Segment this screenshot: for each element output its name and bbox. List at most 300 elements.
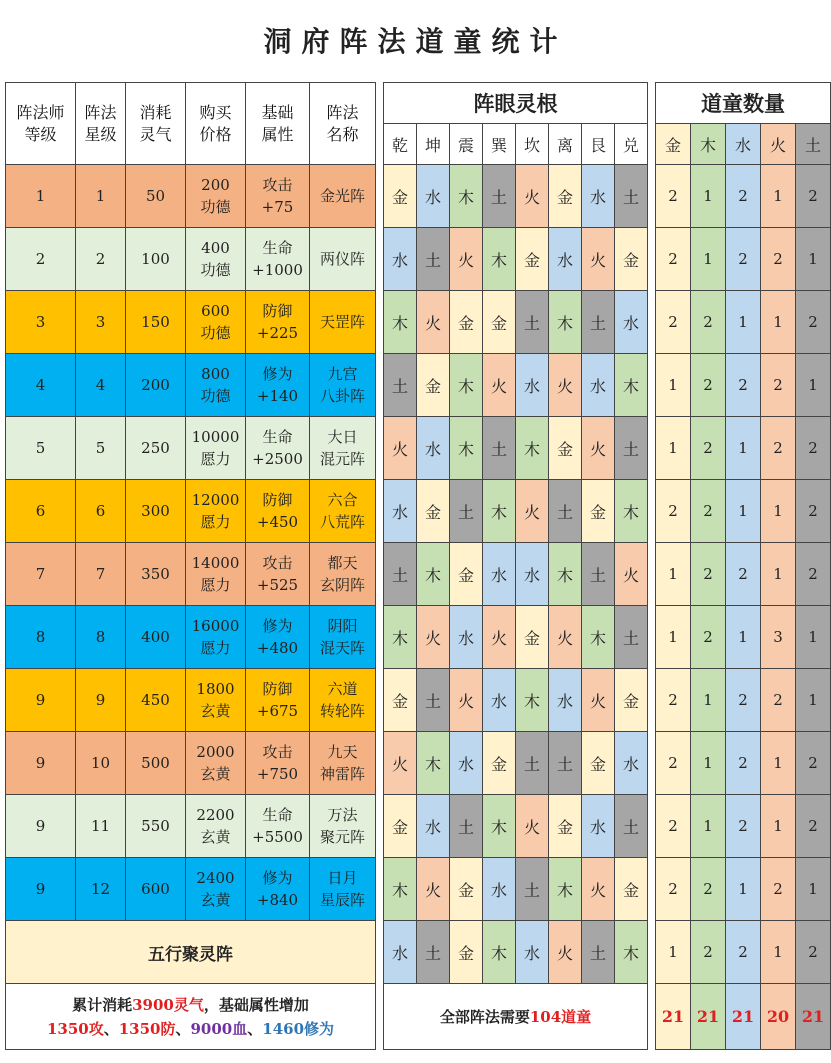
cell-eye-water: 水 [483, 669, 516, 732]
cell-cost: 450 [126, 669, 186, 732]
cell-name: 六道 转轮阵 [310, 669, 376, 732]
cell-count: 2 [691, 480, 726, 543]
cell-eye-wood: 木 [384, 606, 417, 669]
cell-eye-water: 水 [516, 354, 549, 417]
header-eye-5: 离 [549, 124, 582, 165]
cell-eye-wood: 木 [483, 795, 516, 858]
cell-count: 1 [691, 669, 726, 732]
cell-eye-wood: 木 [483, 921, 516, 984]
cell-count: 2 [726, 354, 761, 417]
cell-eye-fire: 火 [549, 354, 582, 417]
cell-count: 2 [691, 858, 726, 921]
cell-star: 6 [76, 480, 126, 543]
cell-count: 1 [761, 732, 796, 795]
cell-eye-fire: 火 [483, 354, 516, 417]
cell-star: 10 [76, 732, 126, 795]
cell-eye-earth: 土 [516, 732, 549, 795]
gap-column [648, 291, 656, 354]
cell-eye-fire: 火 [516, 795, 549, 858]
cell-eye-earth: 土 [615, 606, 648, 669]
cell-eye-water: 水 [483, 543, 516, 606]
cell-eye-water: 水 [483, 858, 516, 921]
cell-price: 12000 愿力 [186, 480, 246, 543]
cell-eye-fire: 火 [417, 606, 450, 669]
cell-count: 2 [656, 795, 691, 858]
gap-column [376, 732, 384, 795]
table-row [6, 669, 831, 732]
summary-label: 全部阵法需要 [439, 1008, 530, 1026]
table-row-wuxing [6, 921, 831, 984]
cell-eye-water: 水 [615, 291, 648, 354]
cell-eye-earth: 土 [450, 795, 483, 858]
cell-eye-metal: 金 [450, 858, 483, 921]
cell-price: 14000 愿力 [186, 543, 246, 606]
cell-attr: 修为 +480 [246, 606, 310, 669]
header-eye-6: 艮 [582, 124, 615, 165]
cell-name: 九宫 八卦阵 [310, 354, 376, 417]
cell-eye-earth: 土 [549, 480, 582, 543]
cell-eye-fire: 火 [549, 921, 582, 984]
cell-eye-fire: 火 [450, 669, 483, 732]
cell-eye-metal: 金 [615, 228, 648, 291]
cell-eye-water: 水 [417, 795, 450, 858]
cell-count: 2 [761, 669, 796, 732]
cell-count: 1 [691, 732, 726, 795]
table-row [6, 858, 831, 921]
cell-eye-wood: 木 [516, 669, 549, 732]
cell-count: 2 [761, 354, 796, 417]
table-row-summary [6, 984, 831, 1050]
cell-level: 6 [6, 480, 76, 543]
header-eye-7: 兑 [615, 124, 648, 165]
cell-eye-water: 水 [384, 228, 417, 291]
cell-price: 16000 愿力 [186, 606, 246, 669]
cell-count: 1 [761, 543, 796, 606]
cell-level: 2 [6, 228, 76, 291]
gap-column [648, 984, 656, 1050]
cell-level: 9 [6, 669, 76, 732]
cell-name: 大日 混元阵 [310, 417, 376, 480]
cell-eye-wood: 木 [384, 291, 417, 354]
summary-sep: 、 [247, 1019, 263, 1038]
cell-star: 3 [76, 291, 126, 354]
cell-count: 1 [656, 543, 691, 606]
cell-eye-earth: 土 [615, 795, 648, 858]
cell-count: 1 [726, 480, 761, 543]
cell-price: 2400 玄黄 [186, 858, 246, 921]
header-price: 购买 价格 [186, 83, 246, 165]
cell-count: 1 [796, 228, 831, 291]
cell-price: 200 功德 [186, 165, 246, 228]
header-count-earth: 土 [796, 124, 831, 165]
cell-star: 8 [76, 606, 126, 669]
cell-count: 2 [726, 732, 761, 795]
cell-eye-metal: 金 [450, 543, 483, 606]
cell-eye-earth: 土 [582, 921, 615, 984]
cell-count: 1 [761, 165, 796, 228]
cell-count: 1 [656, 417, 691, 480]
cell-eye-wood: 木 [582, 606, 615, 669]
cell-count: 1 [726, 858, 761, 921]
summary-sep: 、 [175, 1019, 191, 1038]
gap-column [376, 984, 384, 1050]
gap-column [648, 417, 656, 480]
cell-eye-earth: 土 [516, 858, 549, 921]
header-count-group: 道童数量 [656, 83, 831, 124]
table-row [6, 480, 831, 543]
table-row [6, 291, 831, 354]
cell-eye-fire: 火 [384, 732, 417, 795]
cell-level: 3 [6, 291, 76, 354]
cell-count: 2 [726, 543, 761, 606]
cell-eye-metal: 金 [483, 291, 516, 354]
cell-level: 8 [6, 606, 76, 669]
summary-label: ，基础属性增加 [203, 995, 309, 1014]
page-title: 洞府阵法道童统计 [263, 25, 568, 58]
table-row [6, 732, 831, 795]
cell-eye-metal: 金 [615, 858, 648, 921]
gap-column [648, 858, 656, 921]
cell-eye-earth: 土 [384, 354, 417, 417]
cell-count: 1 [761, 795, 796, 858]
cell-eye-metal: 金 [615, 669, 648, 732]
cell-level: 7 [6, 543, 76, 606]
gap-column [376, 606, 384, 669]
cell-level: 9 [6, 795, 76, 858]
header-attr: 基础 属性 [246, 83, 310, 165]
cell-count: 2 [761, 858, 796, 921]
header-name: 阵法 名称 [310, 83, 376, 165]
cell-eye-water: 水 [582, 795, 615, 858]
cell-name: 阴阳 混天阵 [310, 606, 376, 669]
cell-cost: 200 [126, 354, 186, 417]
cell-star: 12 [76, 858, 126, 921]
cell-eye-earth: 土 [417, 921, 450, 984]
gap-column [376, 858, 384, 921]
cell-count: 2 [691, 291, 726, 354]
cell-eye-water: 水 [450, 606, 483, 669]
table-row [6, 354, 831, 417]
cell-eye-earth: 土 [483, 165, 516, 228]
cell-star: 2 [76, 228, 126, 291]
cell-eye-water: 水 [417, 165, 450, 228]
cell-eye-metal: 金 [417, 354, 450, 417]
cell-count: 1 [726, 606, 761, 669]
gap-column [648, 83, 656, 165]
cell-count: 2 [796, 165, 831, 228]
cell-eye-wood: 木 [450, 354, 483, 417]
cell-price: 2200 玄黄 [186, 795, 246, 858]
cell-eye-wood: 木 [384, 858, 417, 921]
cell-count: 1 [691, 795, 726, 858]
cell-level: 9 [6, 858, 76, 921]
cell-eye-earth: 土 [516, 291, 549, 354]
cell-eye-fire: 火 [483, 606, 516, 669]
header-cost: 消耗 灵气 [126, 83, 186, 165]
cell-eye-fire: 火 [549, 606, 582, 669]
cell-count: 2 [656, 291, 691, 354]
cell-cost: 600 [126, 858, 186, 921]
header-count-water: 水 [726, 124, 761, 165]
gap-column [376, 417, 384, 480]
cell-cost: 150 [126, 291, 186, 354]
cell-price: 400 功德 [186, 228, 246, 291]
header-level: 阵法师 等级 [6, 83, 76, 165]
cell-eye-metal: 金 [549, 417, 582, 480]
cell-eye-fire: 火 [384, 417, 417, 480]
header-count-wood: 木 [691, 124, 726, 165]
cell-count: 2 [691, 606, 726, 669]
cell-eye-earth: 土 [417, 669, 450, 732]
cell-level: 5 [6, 417, 76, 480]
cell-count: 1 [796, 669, 831, 732]
cell-eye-earth: 土 [615, 417, 648, 480]
cell-eye-metal: 金 [450, 921, 483, 984]
cell-cost: 400 [126, 606, 186, 669]
header-eye-1: 坤 [417, 124, 450, 165]
cell-attr: 生命 +1000 [246, 228, 310, 291]
summary-attack: 1350攻 [46, 1019, 104, 1038]
header-eye-3: 巽 [483, 124, 516, 165]
cell-eye-fire: 火 [582, 669, 615, 732]
cell-count: 2 [691, 543, 726, 606]
cell-attr: 生命 +5500 [246, 795, 310, 858]
cell-count: 2 [656, 732, 691, 795]
cell-count: 2 [656, 858, 691, 921]
cell-name: 六合 八荒阵 [310, 480, 376, 543]
cell-count: 2 [691, 921, 726, 984]
cell-count: 1 [726, 417, 761, 480]
cell-count: 2 [796, 291, 831, 354]
cell-cost: 500 [126, 732, 186, 795]
cell-eye-water: 水 [582, 165, 615, 228]
cell-eye-metal: 金 [384, 669, 417, 732]
gap-column [648, 480, 656, 543]
gap-column [648, 669, 656, 732]
cell-name: 金光阵 [310, 165, 376, 228]
cell-eye-metal: 金 [549, 165, 582, 228]
cell-count: 3 [761, 606, 796, 669]
gap-column [648, 354, 656, 417]
cell-eye-water: 水 [582, 354, 615, 417]
cell-cost: 350 [126, 543, 186, 606]
summary-hp: 9000血 [190, 1019, 248, 1038]
cell-cost: 250 [126, 417, 186, 480]
cell-eye-metal: 金 [483, 732, 516, 795]
cell-eye-water: 水 [450, 732, 483, 795]
cell-eye-wood: 木 [549, 858, 582, 921]
cell-attr: 防御 +450 [246, 480, 310, 543]
cell-count: 2 [691, 417, 726, 480]
cell-eye-wood: 木 [615, 921, 648, 984]
cell-eye-metal: 金 [384, 795, 417, 858]
header-eye-4: 坎 [516, 124, 549, 165]
cell-eye-water: 水 [549, 669, 582, 732]
cell-eye-metal: 金 [450, 291, 483, 354]
cell-count: 2 [726, 921, 761, 984]
cell-name: 两仪阵 [310, 228, 376, 291]
cell-eye-wood: 木 [483, 480, 516, 543]
cell-count: 1 [761, 921, 796, 984]
cell-eye-fire: 火 [615, 543, 648, 606]
cell-count: 1 [691, 228, 726, 291]
cell-count: 2 [761, 228, 796, 291]
cell-count: 2 [656, 228, 691, 291]
header-count-fire: 火 [761, 124, 796, 165]
cell-eye-metal: 金 [516, 228, 549, 291]
cell-name: 万法 聚元阵 [310, 795, 376, 858]
gap-column [648, 606, 656, 669]
cell-count: 2 [796, 480, 831, 543]
cell-eye-water: 水 [417, 417, 450, 480]
cell-price: 600 功德 [186, 291, 246, 354]
cell-cost: 100 [126, 228, 186, 291]
cell-count: 1 [761, 291, 796, 354]
cell-eye-water: 水 [516, 543, 549, 606]
cell-count: 2 [656, 669, 691, 732]
cell-wuxing-label: 五行聚灵阵 [6, 921, 376, 984]
cell-eye-fire: 火 [516, 165, 549, 228]
cell-eye-earth: 土 [384, 543, 417, 606]
cell-count: 1 [691, 165, 726, 228]
gap-column [648, 732, 656, 795]
cell-count: 2 [726, 228, 761, 291]
cell-attr: 防御 +675 [246, 669, 310, 732]
gap-column [376, 291, 384, 354]
cell-eye-earth: 土 [417, 228, 450, 291]
summary-taotong-count: 104道童 [529, 1008, 592, 1026]
cell-name: 天罡阵 [310, 291, 376, 354]
cell-count: 1 [656, 354, 691, 417]
cell-total-count: 20 [761, 984, 796, 1050]
gap-column [376, 165, 384, 228]
cell-total-count: 21 [691, 984, 726, 1050]
cell-eye-water: 水 [615, 732, 648, 795]
summary-total-taotong [384, 984, 648, 1050]
cell-eye-wood: 木 [549, 543, 582, 606]
cell-eye-wood: 木 [483, 228, 516, 291]
cell-eye-earth: 土 [582, 543, 615, 606]
cell-level: 1 [6, 165, 76, 228]
cell-eye-water: 水 [549, 228, 582, 291]
cell-eye-metal: 金 [549, 795, 582, 858]
cell-eye-wood: 木 [450, 417, 483, 480]
summary-label: 累计消耗 [72, 995, 133, 1014]
cell-attr: 修为 +840 [246, 858, 310, 921]
formation-stats-table [5, 82, 831, 1050]
cell-name: 都天 玄阴阵 [310, 543, 376, 606]
gap-column [648, 543, 656, 606]
cell-eye-fire: 火 [582, 858, 615, 921]
cell-total-count: 21 [726, 984, 761, 1050]
header-eye-0: 乾 [384, 124, 417, 165]
cell-eye-fire: 火 [582, 228, 615, 291]
cell-star: 1 [76, 165, 126, 228]
cell-count: 1 [796, 354, 831, 417]
gap-column [376, 795, 384, 858]
cell-eye-water: 水 [384, 921, 417, 984]
cell-eye-fire: 火 [417, 858, 450, 921]
cell-count: 2 [796, 795, 831, 858]
cell-cost: 50 [126, 165, 186, 228]
cell-count: 2 [796, 732, 831, 795]
cell-level: 4 [6, 354, 76, 417]
cell-count: 2 [796, 417, 831, 480]
cell-name: 日月 星辰阵 [310, 858, 376, 921]
cell-cost: 300 [126, 480, 186, 543]
cell-eye-wood: 木 [417, 732, 450, 795]
gap-column [376, 669, 384, 732]
cell-count: 2 [726, 669, 761, 732]
summary-lingqi: 3900灵气 [132, 995, 204, 1014]
cell-attr: 修为 +140 [246, 354, 310, 417]
gap-column [376, 480, 384, 543]
gap-column [376, 83, 384, 165]
cell-eye-metal: 金 [384, 165, 417, 228]
table-row [6, 543, 831, 606]
cell-count: 1 [761, 480, 796, 543]
cell-count: 2 [691, 354, 726, 417]
cell-price: 10000 愿力 [186, 417, 246, 480]
cell-price: 1800 玄黄 [186, 669, 246, 732]
cell-eye-earth: 土 [450, 480, 483, 543]
cell-count: 1 [726, 291, 761, 354]
cell-eye-wood: 木 [615, 354, 648, 417]
cell-star: 5 [76, 417, 126, 480]
header-eye-group: 阵眼灵根 [384, 83, 648, 124]
cell-eye-metal: 金 [582, 480, 615, 543]
cell-eye-fire: 火 [582, 417, 615, 480]
cell-attr: 防御 +225 [246, 291, 310, 354]
cell-star: 11 [76, 795, 126, 858]
cell-eye-earth: 土 [483, 417, 516, 480]
cell-count: 1 [656, 606, 691, 669]
cell-price: 2000 玄黄 [186, 732, 246, 795]
cell-count: 2 [796, 921, 831, 984]
summary-total-cost [6, 984, 376, 1050]
cell-name: 九天 神雷阵 [310, 732, 376, 795]
cell-attr: 生命 +2500 [246, 417, 310, 480]
cell-count: 2 [761, 417, 796, 480]
cell-eye-fire: 火 [450, 228, 483, 291]
table-row [6, 795, 831, 858]
cell-eye-water: 水 [384, 480, 417, 543]
header-count-metal: 金 [656, 124, 691, 165]
cell-eye-wood: 木 [549, 291, 582, 354]
cell-count: 1 [796, 858, 831, 921]
cell-count: 1 [796, 606, 831, 669]
cell-count: 2 [726, 795, 761, 858]
cell-eye-metal: 金 [417, 480, 450, 543]
cell-eye-earth: 土 [582, 291, 615, 354]
gap-column [376, 921, 384, 984]
gap-column [376, 543, 384, 606]
cell-count: 2 [656, 480, 691, 543]
cell-cost: 550 [126, 795, 186, 858]
cell-eye-earth: 土 [615, 165, 648, 228]
cell-attr: 攻击 +525 [246, 543, 310, 606]
cell-eye-metal: 金 [582, 732, 615, 795]
cell-eye-wood: 木 [615, 480, 648, 543]
gap-column [648, 228, 656, 291]
summary-cultivation: 1460修为 [262, 1019, 335, 1038]
table-row [6, 165, 831, 228]
cell-price: 800 功德 [186, 354, 246, 417]
cell-total-count: 21 [796, 984, 831, 1050]
table-row [6, 606, 831, 669]
cell-count: 2 [726, 165, 761, 228]
cell-eye-earth: 土 [549, 732, 582, 795]
